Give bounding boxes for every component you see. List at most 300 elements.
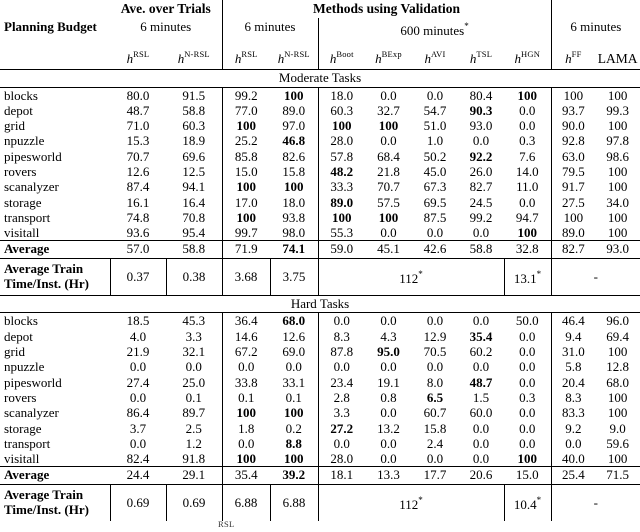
score-cell: 92.2 [469,148,493,164]
score-cell: 4.0 [129,328,147,344]
score-cell: 100 [551,210,595,225]
caption-fragment: RSL [218,519,235,529]
score-cell: 18.0 [318,87,365,103]
score-cell: 0.0 [129,435,147,451]
train-time-label [0,258,110,295]
score-cell: 36.4 [222,313,270,329]
score-cell: 48.2 [318,164,365,179]
train-time-cell: 10.4* [504,484,551,521]
group-ave-over-trials: Ave. over Trials [120,1,211,16]
score-cell: 18.9 [182,133,206,149]
header-group-row [0,0,640,18]
score-cell: 89.0 [551,225,595,241]
score-cell: 16.1 [126,194,150,210]
score-cell: 0.0 [426,313,444,329]
score-cell: 99.2 [222,87,270,103]
score-cell: 35.4 [469,328,493,344]
score-cell: 100 [284,179,304,195]
score-cell: 39.2 [270,467,318,485]
score-cell: 3.3 [318,405,365,420]
score-cell: 87.4 [126,179,150,195]
score-cell: 90.3 [469,102,493,118]
score-cell: 23.4 [318,375,365,390]
score-cell: 94.1 [182,179,206,195]
score-cell: 100 [222,405,270,420]
score-cell: 99.7 [222,225,270,241]
score-cell: 100 [607,179,628,195]
score-cell: 27.5 [551,195,595,210]
domain-label: blocks [4,87,38,103]
score-cell: 100 [222,179,270,194]
score-cell: 15.8 [282,163,306,179]
score-cell: 100 [607,87,628,103]
train-time-star: * [536,495,542,506]
train-time-cell: 0.69 [110,484,166,521]
score-cell: 82.7 [469,179,493,195]
score-cell: 27.2 [318,421,365,436]
score-cell: 0.0 [129,359,147,375]
table-row-pipesworld [0,149,640,164]
domain-label: storage [4,420,42,436]
score-cell: 9.4 [551,329,595,344]
score-cell: 34.0 [606,194,629,210]
score-cell: 68.0 [606,374,629,390]
score-cell: 100 [378,209,399,225]
score-cell: 0.0 [380,405,397,421]
domain-label: transport [4,435,51,451]
score-cell: 0.0 [519,435,536,451]
score-cell: 2.4 [426,435,444,451]
score-cell: 100 [551,87,595,103]
table-row-npuzzle [0,133,640,148]
score-cell: 0.0 [185,359,202,375]
score-cell: 80.4 [469,87,493,103]
table-row-scanalyzer [0,405,640,420]
score-cell: 1.5 [472,389,490,405]
score-cell: 63.0 [551,149,595,164]
score-cell: 2.5 [185,420,202,436]
score-cell: 3.3 [185,328,202,344]
score-cell: 27.4 [126,374,150,390]
score-cell: 71.0 [126,118,150,134]
score-cell: 0.0 [318,359,365,374]
score-cell: 46.8 [282,133,306,149]
score-cell: 0.0 [380,87,397,103]
score-cell: 100 [607,118,628,134]
score-cell: 28.0 [318,133,365,148]
score-cell: 50.0 [515,313,539,329]
col-h-rsl-trials: $h^{RSL}$ [126,49,150,66]
score-cell: 67.2 [222,344,270,359]
domain-label: scanalyzer [4,179,59,195]
domain-label: Average [0,467,110,485]
col-lama: LAMA [597,51,638,66]
domain-label: storage [4,194,42,210]
score-cell: 11.0 [516,179,539,195]
score-cell: 57.8 [318,149,365,164]
score-cell: 100 [607,389,628,405]
score-cell: 24.5 [469,194,493,210]
train-time-cell: 13.1* [504,258,551,295]
score-cell: 60.3 [318,103,365,118]
score-cell: 0.0 [380,451,397,467]
score-cell: 0.0 [551,436,595,451]
col-h-bexp: $h^{BExp}$ [375,49,402,66]
score-cell: 58.8 [182,102,206,118]
score-cell: 17.7 [412,467,458,485]
col-h-nrsl-val: $h^{N-RSL}$ [277,49,310,66]
score-cell: 69.5 [423,194,447,210]
table-row-average [0,467,640,485]
score-cell: 100 [607,405,628,421]
score-cell: 6.5 [426,389,444,405]
score-cell: 16.4 [182,194,206,210]
score-cell: 2.8 [318,390,365,405]
score-cell: 0.0 [472,420,490,436]
score-cell: 0.0 [472,225,490,241]
score-cell: 68.0 [282,313,306,329]
train-time-cell: 0.38 [166,258,222,295]
score-cell: 0.0 [472,435,490,451]
table-row-grid [0,344,640,359]
score-cell: 12.6 [282,328,306,344]
score-cell: 91.5 [182,87,206,103]
table-row-visitall [0,451,640,467]
table-row-grid [0,118,640,133]
train-time-row [0,258,640,295]
col-h-boot: $h^{Boot}$ [318,39,365,70]
score-cell: 12.6 [126,163,150,179]
score-cell: 1.8 [222,421,270,436]
score-cell: 0.0 [519,420,536,436]
score-cell: 32.1 [182,344,206,360]
score-cell: 12.8 [606,359,629,375]
score-cell: 0.0 [472,133,490,149]
score-cell: 100 [222,451,270,467]
group-methods-validation: Methods using Validation [222,0,551,18]
score-cell: 83.3 [551,405,595,420]
score-cell: 97.0 [282,118,306,134]
train-time-label-line: Average Train [4,261,84,277]
score-cell: 50.2 [423,148,447,164]
col-h-ff: $h^{FF}$ [551,39,595,70]
score-cell: 55.3 [318,225,365,241]
domain-label: pipesworld [4,374,62,390]
score-cell: 0.0 [519,344,536,360]
score-cell: 94.7 [515,209,539,225]
score-cell: 0.0 [426,87,444,103]
train-time-star: * [418,495,423,506]
score-cell: 25.0 [182,374,206,390]
budget-trials: 6 minutes [140,19,192,34]
score-cell: 3.7 [129,420,147,436]
table-row-pipesworld [0,375,640,390]
score-cell: 0.0 [472,451,490,467]
score-cell: 0.0 [318,436,365,451]
score-cell: 59.0 [318,241,365,259]
train-time-cell: 6.88 [222,484,270,521]
score-cell: 33.8 [222,375,270,390]
planning-budget-label: Planning Budget [4,19,97,34]
col-h-nrsl-trials: $h^{N-RSL}$ [177,49,210,66]
score-cell: 14.6 [222,329,270,344]
table-row-transport [0,436,640,451]
score-cell: 0.0 [380,435,397,451]
score-cell: 32.8 [504,241,551,259]
group-baselines-spacer [551,0,640,18]
score-cell: 100 [517,87,538,103]
score-cell: 32.7 [377,102,400,118]
table-row-blocks [0,87,640,103]
score-cell: 20.4 [551,375,595,390]
score-cell: 79.5 [551,164,595,179]
score-cell: 0.0 [426,225,444,241]
col-h-rsl-val: $h^{RSL}$ [222,39,270,70]
train-time-cell: 0.69 [166,484,222,521]
domain-label: grid [4,344,25,360]
score-cell: 0.0 [380,133,397,149]
score-cell: 60.0 [469,405,493,421]
score-cell: 0.3 [519,133,536,149]
score-cell: 80.0 [126,87,150,103]
score-cell: 0.8 [380,389,397,405]
score-cell: 71.9 [222,241,270,259]
score-cell: 1.0 [426,133,444,149]
train-time-cell: 3.75 [270,258,318,295]
score-cell: 0.0 [426,359,444,375]
score-cell: 28.0 [318,451,365,467]
score-cell: 13.3 [365,467,412,485]
score-cell: 100 [607,209,628,225]
score-cell: 13.2 [377,420,400,436]
table-row-storage [0,195,640,210]
score-cell: 59.6 [606,435,629,451]
score-cell: 12.9 [423,328,447,344]
score-cell: 100 [318,210,365,225]
score-cell: 40.0 [551,451,595,467]
score-cell: 70.7 [126,148,150,164]
domain-label: scanalyzer [4,405,59,421]
score-cell: 93.7 [551,103,595,118]
domain-label: npuzzle [4,359,45,375]
score-cell: 8.3 [318,329,365,344]
score-cell: 0.0 [222,359,270,374]
score-cell: 8.0 [426,374,444,390]
score-cell: 68.4 [377,148,400,164]
score-cell: 98.6 [606,148,629,164]
score-cell: 21.8 [377,163,400,179]
header-spacer [0,0,110,18]
score-cell: 0.2 [285,420,302,436]
score-cell: 0.0 [519,374,536,390]
score-cell: 33.3 [318,179,365,194]
table-row-rovers [0,164,640,179]
score-cell: 15.0 [222,164,270,179]
domain-label: Average [0,241,110,259]
score-cell: 69.6 [182,148,206,164]
score-cell: 98.0 [282,225,306,241]
score-cell: 0.0 [519,194,536,210]
table-row-npuzzle [0,359,640,374]
score-cell: 60.7 [423,405,447,421]
score-cell: 57.0 [110,241,166,259]
budget-600-text: 600 minutes [400,23,465,38]
score-cell: 82.4 [126,451,150,467]
score-cell: 15.8 [423,420,447,436]
score-cell: 25.2 [222,133,270,148]
table-row-blocks [0,313,640,329]
domain-label: pipesworld [4,148,62,164]
score-cell: 74.8 [126,209,150,225]
score-cell: 100 [517,451,538,467]
domain-label: npuzzle [4,133,45,149]
score-cell: 15.3 [126,133,150,149]
score-cell: 0.0 [519,328,536,344]
score-cell: 17.0 [222,195,270,210]
score-cell: 1.2 [185,435,202,451]
score-cell: 0.0 [472,313,490,329]
score-cell: 86.4 [126,405,150,421]
score-cell: 0.1 [185,389,202,405]
train-time-cell: 6.88 [270,484,318,521]
score-cell: 29.1 [166,467,222,485]
score-cell: 0.0 [222,436,270,451]
score-cell: 0.1 [222,390,270,405]
score-cell: 58.8 [166,241,222,259]
train-time-label-line: Average Train [4,487,84,503]
score-cell: 15.0 [504,467,551,485]
train-time-cell: 112* [318,484,504,521]
budget-baselines: 6 minutes [551,18,640,39]
section-band [0,295,640,313]
domain-label: visitall [4,225,40,241]
score-cell: 8.8 [285,435,302,451]
score-cell: 48.7 [469,374,493,390]
score-cell: 8.3 [551,390,595,405]
score-cell: 0.0 [380,359,397,375]
score-cell: 54.7 [423,102,447,118]
score-cell: 96.0 [606,313,629,329]
score-cell: 51.0 [423,118,447,134]
score-cell: 93.0 [469,118,493,134]
train-time-label-line: Time/Inst. (Hr) [4,275,89,291]
score-cell: 100 [517,225,538,241]
budget-validation-6min: 6 minutes [222,18,318,39]
score-cell: 0.0 [380,225,397,241]
table-body [0,70,640,521]
col-h-tsl: $h^{TSL}$ [469,49,493,66]
score-cell: 82.7 [551,241,595,259]
score-cell: 0.0 [519,102,536,118]
score-cell: 67.3 [423,179,447,195]
score-cell: 89.7 [182,405,206,421]
score-cell: 0.0 [519,405,536,421]
score-cell: 89.0 [282,102,306,118]
domain-label: grid [4,118,25,134]
domain-label: blocks [4,313,38,329]
score-cell: 0.1 [285,389,302,405]
score-cell: 95.4 [182,225,206,241]
section-title: Hard Tasks [0,295,640,313]
score-cell: 25.4 [551,467,595,485]
score-cell: 12.5 [182,163,206,179]
train-time-cell: 3.68 [222,258,270,295]
score-cell: 42.6 [412,241,458,259]
budget-600-star: * [464,21,469,31]
score-cell: 92.8 [551,133,595,148]
score-cell: 60.2 [469,344,493,360]
score-cell: 70.7 [377,179,400,195]
table-row-storage [0,421,640,436]
score-cell: 100 [607,344,628,360]
score-cell: 100 [318,118,365,133]
col-h-hgn: $h^{HGN}$ [514,49,541,66]
domain-label: depot [4,328,33,344]
train-time-row [0,484,640,521]
score-cell: 100 [607,225,628,241]
table-row-scanalyzer [0,179,640,194]
score-cell: 91.7 [551,179,595,194]
score-cell: 4.3 [380,328,397,344]
score-cell: 60.3 [182,118,206,134]
score-cell: 69.0 [282,344,306,360]
train-time-label [0,484,110,521]
score-cell: 46.4 [551,313,595,329]
section-band [0,70,640,88]
score-cell: 77.0 [222,103,270,118]
train-time-star: * [536,269,542,280]
table-row-depot [0,329,640,344]
train-time-label-line: Time/Inst. (Hr) [4,501,89,517]
header-budget-row [0,18,640,39]
score-cell: 97.8 [606,133,629,149]
score-cell: 90.0 [551,118,595,133]
score-cell: 100 [378,118,399,134]
budget-validation-600min [318,18,551,39]
score-cell: 0.0 [285,359,302,375]
score-cell: 0.0 [380,313,397,329]
score-cell: 87.8 [318,344,365,359]
score-cell: 18.5 [126,313,150,329]
table-row-visitall [0,225,640,241]
score-cell: 70.5 [423,344,447,360]
score-cell: 31.0 [551,344,595,359]
score-cell: 57.5 [377,194,400,210]
score-cell: 21.9 [126,344,150,360]
score-cell: 35.4 [222,467,270,485]
score-cell: 100 [284,87,304,103]
table-row-rovers [0,390,640,405]
score-cell: 9.0 [609,420,626,436]
score-cell: 99.3 [606,102,629,118]
score-cell: 0.0 [426,451,444,467]
score-cell: 14.0 [515,163,539,179]
score-cell: 70.8 [182,209,206,225]
score-cell: 18.0 [282,194,306,210]
score-cell: 99.2 [469,209,493,225]
score-cell: 19.1 [377,374,400,390]
score-cell: 26.0 [469,163,493,179]
score-cell: 100 [607,451,628,467]
score-cell: 89.0 [318,195,365,210]
score-cell: 58.8 [458,241,504,259]
score-cell: 91.8 [182,451,206,467]
score-cell: 0.0 [129,389,147,405]
domain-label: depot [4,102,33,118]
table-row-depot [0,103,640,118]
score-cell: 93.6 [126,225,150,241]
train-time-cell: 112* [318,258,504,295]
